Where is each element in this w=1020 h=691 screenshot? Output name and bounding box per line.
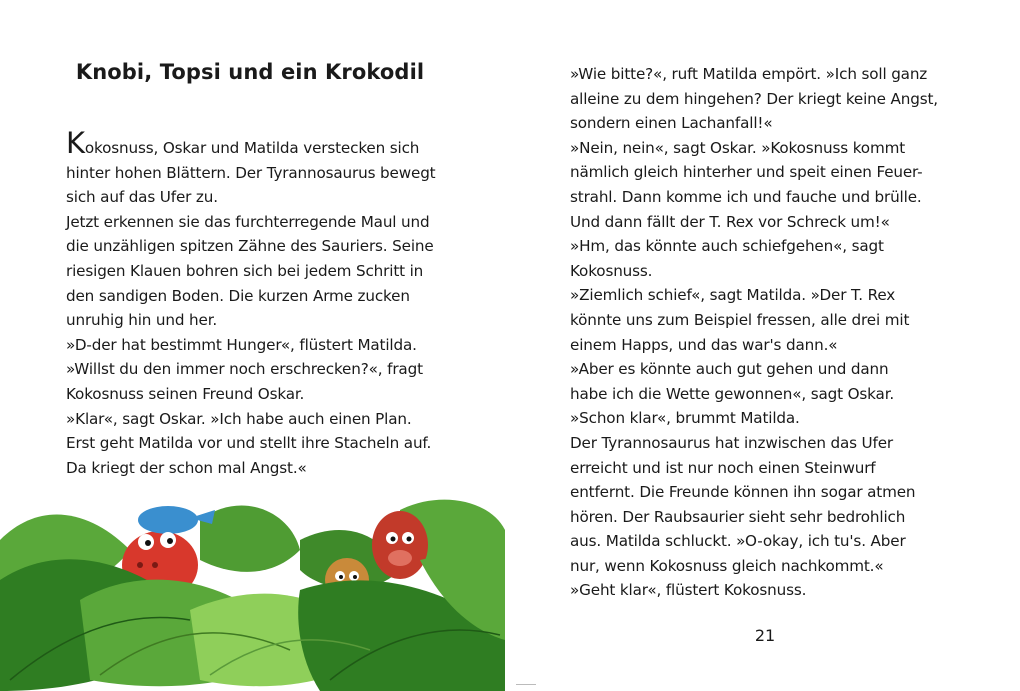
text-line: alleine zu dem hingehen? Der kriegt keine Angst,: [570, 89, 938, 108]
text-line: strahl. Dann komme ich und fauche und brülle.: [570, 187, 922, 206]
text-line: Und dann fällt der T. Rex vor Schreck um!«: [570, 212, 890, 231]
right-page: [510, 0, 1020, 691]
text-line: unruhig hin und her.: [66, 311, 218, 330]
text-line: »Willst du den immer noch erschrecken?«, fragt: [66, 360, 423, 379]
text-line: »D-der hat bestimmt Hunger«, flüstert Matilda.: [66, 335, 417, 354]
text-line: riesigen Klauen bohren sich bei jedem Schritt in: [66, 261, 424, 280]
text-line: Der Tyrannosaurus hat inzwischen das Ufer: [570, 433, 894, 452]
text-line: »Wie bitte?«, ruft Matilda empört. »Ich soll ganz: [570, 65, 928, 83]
text-line: Kokosnuss.: [570, 261, 653, 280]
right-page-text: [570, 62, 938, 603]
text-line: sondern einen Lachanfall!«: [570, 114, 773, 133]
text-line: Kokosnuss seinen Freund Oskar.: [66, 384, 305, 403]
text-line: »Geht klar«, flüstert Kokosnuss.: [570, 581, 807, 600]
text-line: nur, wenn Kokosnuss gleich nachkommt.«: [570, 556, 884, 575]
first-line: [66, 126, 436, 161]
front-leaves: [0, 557, 505, 691]
text-line: den sandigen Boden. Die kurzen Arme zucken: [66, 286, 410, 305]
monkey-character: [372, 511, 428, 579]
jungle-illustration: [0, 480, 505, 691]
text-line: nämlich gleich hinterher und speit einen Feuer-: [570, 163, 923, 182]
dropcap: K: [66, 126, 85, 160]
text-line: Jetzt erkennen sie das furchterregende Maul und: [66, 212, 430, 231]
text-line: aus. Matilda schluckt. »O-okay, ich tu's. Aber: [570, 532, 906, 551]
gutter-mark: [516, 684, 536, 685]
leaf: [200, 506, 300, 572]
text-line: hinter hohen Blättern. Der Tyrannosaurus bewegt: [66, 163, 436, 182]
first-line-rest: okosnuss, Oskar und Matilda verstecken sich: [84, 139, 420, 157]
text-line: einem Happs, und das war's dann.«: [570, 335, 838, 354]
text-line: »Schon klar«, brummt Matilda.: [570, 409, 800, 428]
text-line: erreicht und ist nur noch einen Steinwurf: [570, 458, 876, 477]
text-line: hören. Der Raubsaurier sieht sehr bedrohlich: [570, 507, 906, 526]
text-line: habe ich die Wette gewonnen«, sagt Oskar.: [570, 384, 895, 403]
text-line: könnte uns zum Beispiel fressen, alle drei mit: [570, 310, 910, 329]
page-number: 21: [754, 626, 776, 645]
text-line: »Hm, das könnte auch schiefgehen«, sagt: [570, 237, 884, 256]
chapter-title: Knobi, Topsi und ein Krokodil: [75, 60, 425, 84]
text-line: »Klar«, sagt Oskar. »Ich habe auch einen Plan.: [66, 409, 412, 428]
text-line: entfernt. Die Freunde können ihn sogar atmen: [570, 483, 916, 502]
text-line: die unzähligen spitzen Zähne des Sauriers. Seine: [66, 237, 434, 256]
text-line: »Ziemlich schief«, sagt Matilda. »Der T. Rex: [570, 286, 896, 305]
left-page-text: [66, 126, 436, 480]
text-line: Da kriegt der schon mal Angst.«: [66, 458, 307, 477]
text-line: Erst geht Matilda vor und stellt ihre Stacheln auf.: [66, 434, 432, 453]
text-line: »Aber es könnte auch gut gehen und dann: [570, 360, 889, 379]
text-line: sich auf das Ufer zu.: [66, 188, 218, 207]
text-line: »Nein, nein«, sagt Oskar. »Kokosnuss kommt: [570, 138, 906, 157]
